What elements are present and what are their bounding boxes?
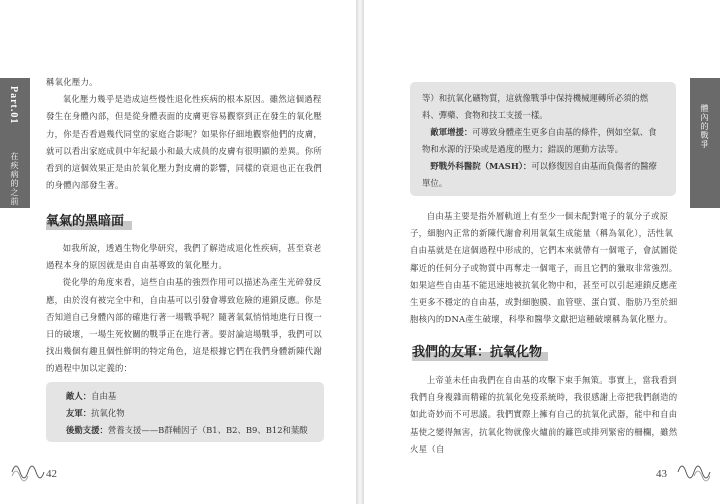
role-friend: 友軍： 抗氧化物 [66, 408, 125, 418]
left-body-bottom [46, 240, 324, 378]
section-heading: 氧氣的黑暗面 [46, 210, 124, 229]
role-enemy: 敵人： 自由基 [66, 391, 117, 401]
part-label: Part.01 [8, 86, 19, 125]
paragraph: 自由基主要是指外層軌道上有至少一個未配對電子的氧分子或原子，細胞內正常的新陳代謝會利用氧氣生成能量（稱為氧化），活性氧自由基就是在這個過程中形成的，它們本來就帶有一個電子，會試圖從鄰近的任何分子或物質中再奪走一個電子，而且它們的獵取非常強烈。如果這些自由基不能迅速地被抗氧化物中和，甚至可以引起連鎖反應產生更多不穩定的自由基，或對細胞膜、血管壁、蛋白質、脂肪乃至於細胞核內的DNA產生破壞，科學和醫學文獻把這種破壞稱為氧化壓力。 [410, 211, 678, 325]
roles-box-continued [410, 82, 676, 196]
right-page [364, 0, 720, 504]
roles-box [46, 382, 324, 442]
box-line: 等）和抗氧化礦物質，這就像戰爭中保持機械運轉所必須的燃料、彈藥、食物和技工支援一樣。 [422, 93, 649, 120]
chapter-subtitle: 體內的戰爭 [700, 104, 709, 149]
part-subtitle: 在疾病的之前 [10, 152, 19, 206]
section-heading: 我們的友軍：抗氧化物 [412, 341, 542, 360]
wave-ornament-icon [676, 458, 716, 482]
paragraph: 上帝並未任由我們在自由基的攻擊下束手無策。事實上，當我看到我們自身複雜而精確的抗氧化免疫系統時，我很感謝上帝把我們創造的如此奇妙而不可思議。我們實際上擁有自己的抗氧化武器，能中和自由基使之變得無害，抗氧化物就像火爐前的籬笆或排列緊密的柵欄，雖然火星（自 [410, 375, 678, 454]
book-gutter [356, 0, 364, 504]
right-body-bottom [410, 372, 680, 458]
paragraph: 如我所說，透過生物化學研究，我們了解造成退化性疾病，甚至衰老過程本身的原因就是由自由基導致的氧化壓力。 [46, 243, 322, 271]
left-body-top [46, 74, 324, 194]
box-item: 野戰外科醫院（MASH）：可以修復因自由基而負傷者的醫療單位。 [422, 161, 657, 188]
right-body-top [410, 208, 680, 328]
role-support: 後勤支援： 營養支援——B群輔因子（B1、B2、B9、B12和葉酸 [66, 425, 308, 435]
chapter-side-tab [690, 78, 720, 208]
chapter-side-tab [0, 78, 30, 208]
page-number: 42 [46, 468, 57, 480]
paragraph: 氧化壓力幾乎是造成這些慢性退化性疾病的根本原因。雖然這個過程發生在身體內部，但是從身體表面的皮膚更容易觀察到正在發生的氧化壓力，你是否看過幾代同堂的家庭合影呢？如果你仔細地觀察他們的皮膚，就可以看出家庭成員中年紀最小和最大成員的皮膚有很明顯的差異。你所看到的這個效果正是由於氧化壓力對皮膚的影響，同樣的衰退也正在我們的身體內部發生著。 [46, 94, 322, 191]
page-number: 43 [656, 468, 667, 480]
left-page [0, 0, 356, 504]
intro-line: 稱氧化壓力。 [46, 77, 98, 87]
wave-ornament-icon [10, 458, 50, 482]
box-item: 敵軍增援：可導致身體產生更多自由基的條件，例如空氣、食物和水源的汙染或是過度的壓力；錯誤的運動方法等。 [422, 127, 657, 154]
paragraph: 從化學的角度來看，這些自由基的強烈作用可以描述為產生光碎發反應，由於沒有被完全中和，自由基可以引發會導致危險的連鎖反應。你是否知道自己身體內部的確進行著一場戰爭呢？隨著氧氣悄悄地進行日復一日的破壞，一場生死攸關的戰爭正在進行著。要討論這場戰爭，我們可以找出幾個有趣且個性鮮明的特定角色，這是根據它們在我們身體新陳代謝的過程中加以定義的： [46, 277, 322, 374]
